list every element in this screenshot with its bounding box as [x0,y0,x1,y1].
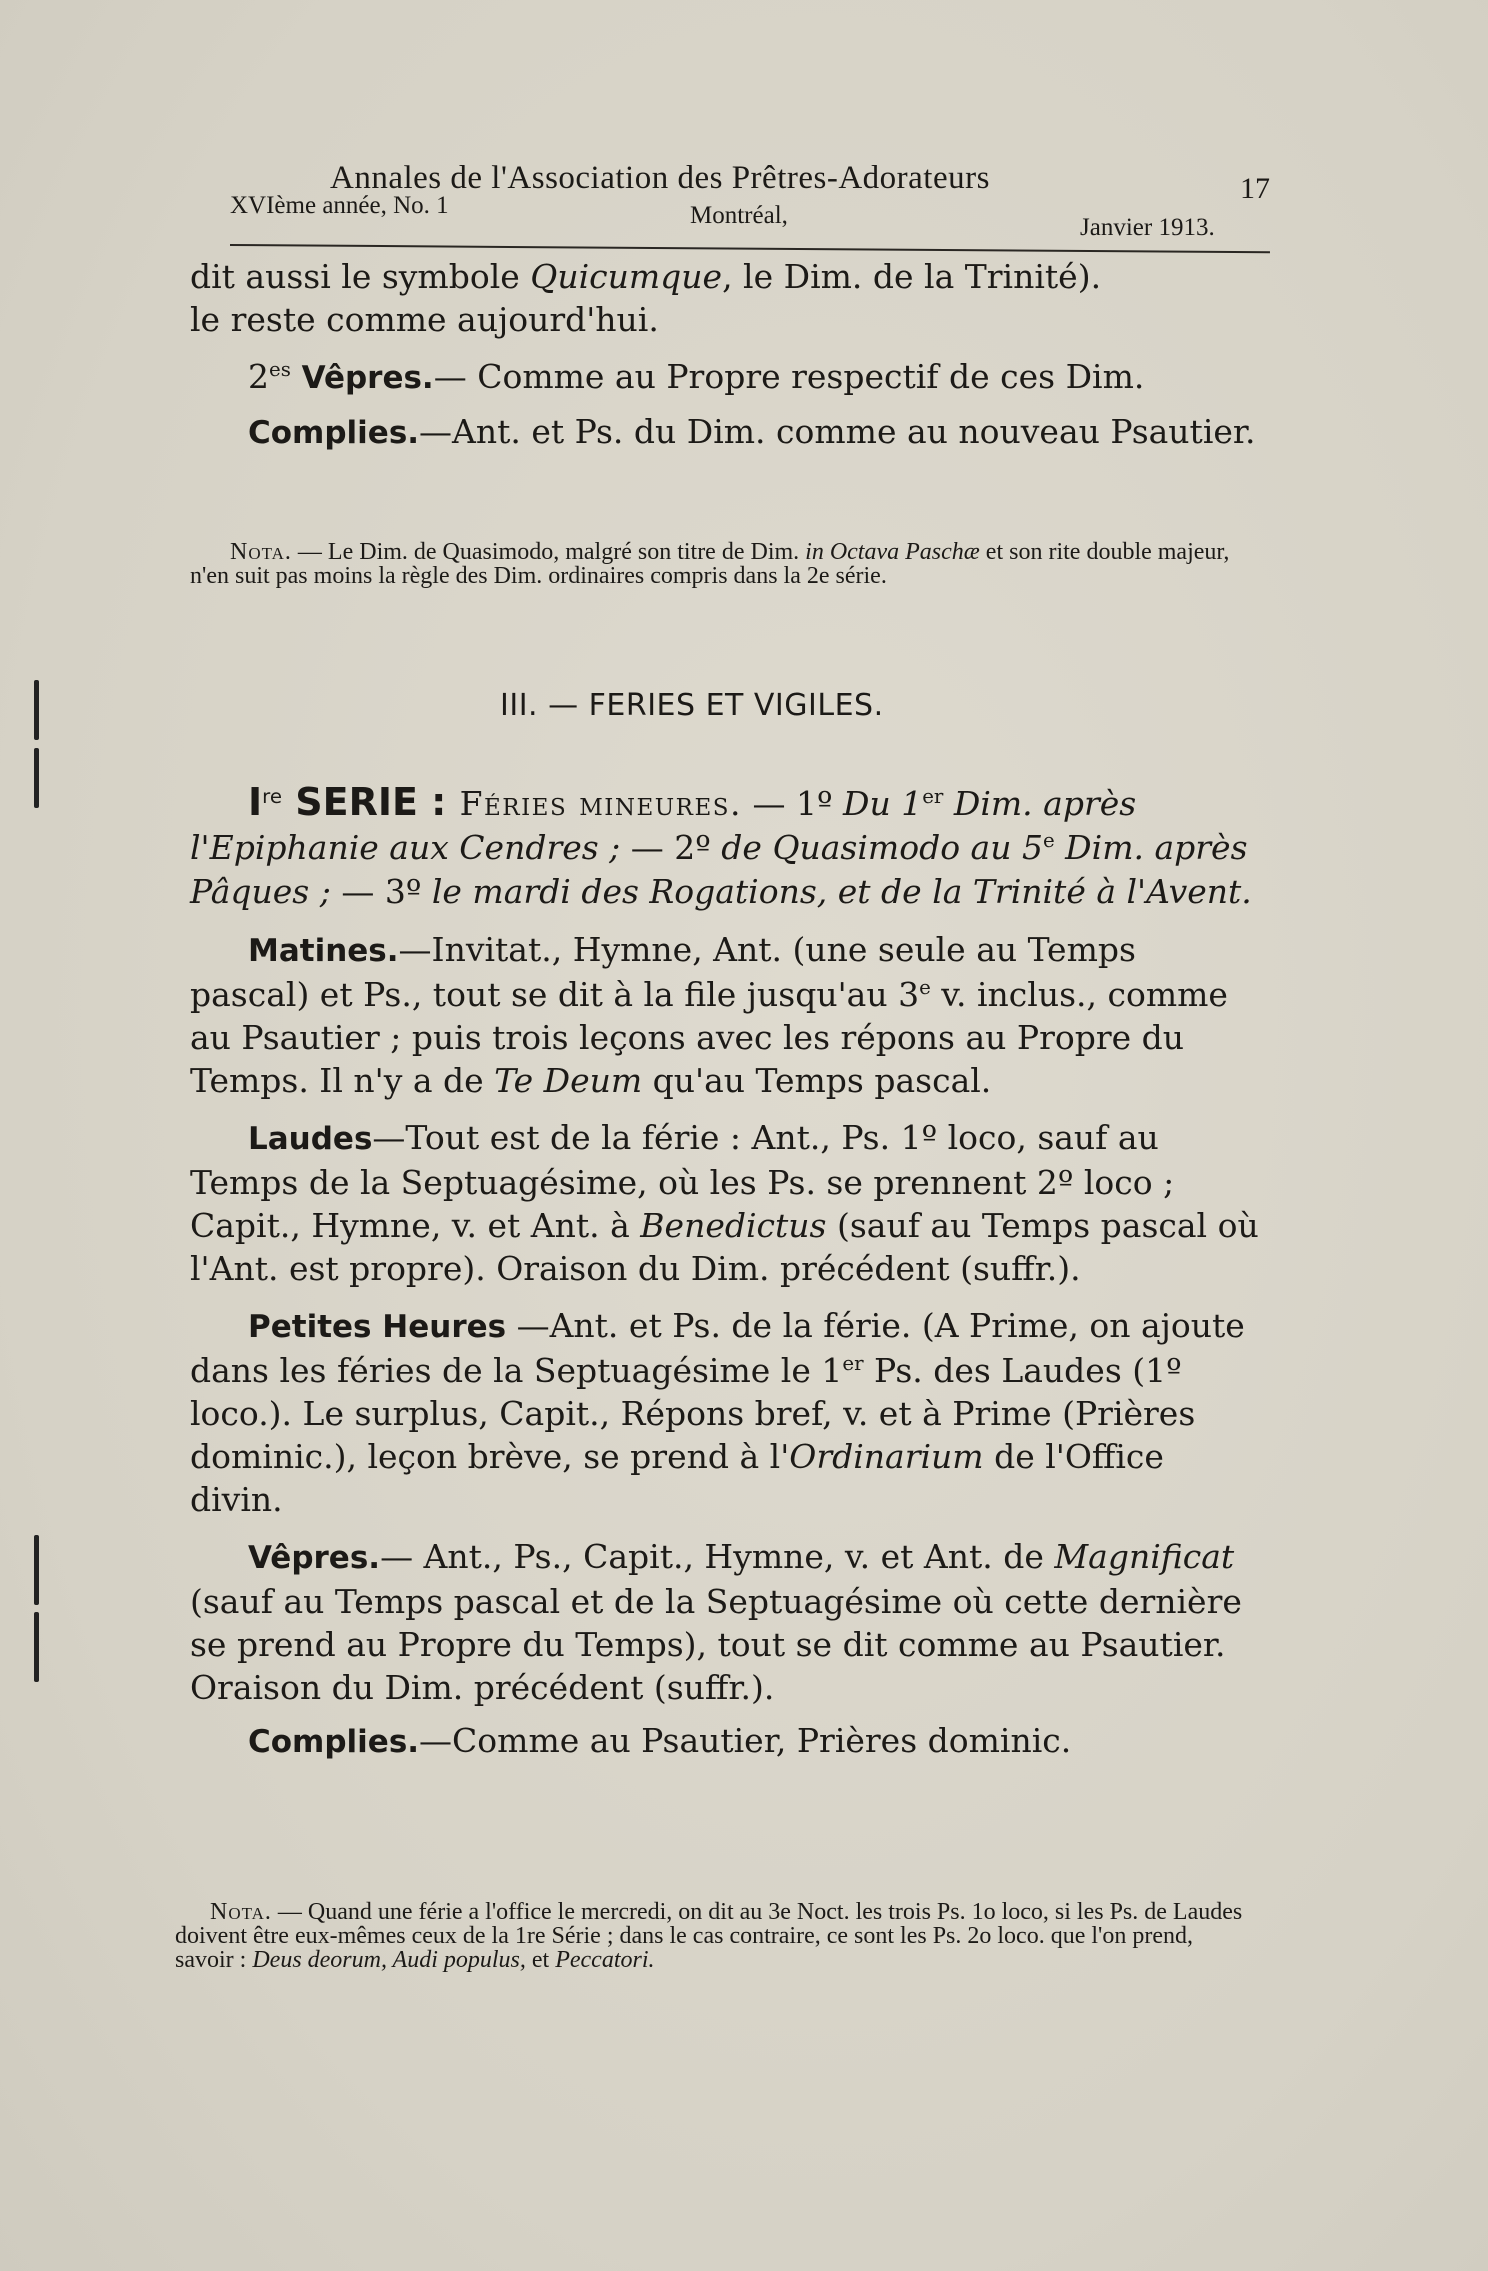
feries-section [190,780,1265,1764]
city: Montréal, [690,202,788,229]
petites-heures-paragraph: Petites Heures —Ant. et Ps. de la férie. (A Prime, on ajoute dans les féries de la Septuagésime le 1er Ps. des Laudes (1º loco.). Le surplus, Capit., Répons bref, v. et à Prime (Prières dominic.), leçon brève, se prend à l'Ordinarium de l'Office divin. [190,1306,1245,1519]
section-title: III. — FERIES ET VIGILES. [500,688,884,723]
header-rule [230,244,1270,253]
vepres-feries-paragraph: Vêpres.— Ant., Ps., Capit., Hymne, v. et Ant. de Magnificat (sauf au Temps pascal et de la Septuagésime où cette dernière se prend au Propre du Temps), tout se dit comme au Psautier. Oraison du Dim. précédent (suffr.). [190,1537,1242,1707]
binding-mark [34,1535,39,1605]
binding-mark [34,680,39,740]
issue-date: Janvier 1913. [1080,214,1215,241]
page-number: 17 [1240,172,1270,205]
complies-feries-paragraph: Complies.—Comme au Psautier, Prières dominic. [248,1721,1072,1760]
nota-ferie-mercredi: Nota. — Quand une férie a l'office le mercredi, on dit au 3e Noct. les trois Ps. 1o loco, si les Ps. de Laudes doivent être eux-mêmes ceux de la 1re Série ; dans le cas contraire, ce sont les Ps. 2o loco. que l'on prend, savoir : Deus deorum, Audi populus, et Peccatori. [175,1899,1243,1973]
laudes-paragraph: Laudes—Tout est de la férie : Ant., Ps. 1º loco, sauf au Temps de la Septuagésime, où les Ps. se prennent 2º loco ; Capit., Hymne, v. et Ant. à Benedictus (sauf au Temps pascal où l'Ant. est propre). Oraison du Dim. précédent (suffr.). [190,1118,1259,1288]
serie-paragraph: Ire SERIE : Féries mineures. — 1º Du 1er Dim. après l'Epiphanie aux Cendres ; — 2º de Quasimodo au 5e Dim. après Pâques ; — 3º le mardi des Rogations, et de la Trinité à l'Avent. [190,780,1252,911]
top-section [190,255,1270,455]
binding-mark [34,1612,39,1682]
journal-title: Annales de l'Association des Prêtres-Adorateurs [330,160,990,196]
nota-quasimodo: Nota. — Le Dim. de Quasimodo, malgré son titre de Dim. in Octava Paschæ et son rite double majeur, n'en suit pas moins la règle des Dim. ordinaires compris dans la 2e série. [190,539,1230,589]
binding-mark [34,748,39,808]
complies-paragraph: Complies.—Ant. et Ps. du Dim. comme au nouveau Psautier. [248,412,1256,451]
matines-paragraph: Matines.—Invitat., Hymne, Ant. (une seule au Temps pascal) et Ps., tout se dit à la file jusqu'au 3e v. inclus., comme au Psautier ; puis trois leçons avec les répons au Propre du Temps. Il n'y a de Te Deum qu'au Temps pascal. [190,930,1228,1100]
year-issue: XVIème année, No. 1 [230,192,449,219]
vepres-paragraph: $2^{es}$ Vêpres.— Comme au Propre respectif de ces Dim. [248,357,1145,396]
continuation-paragraph: dit aussi le symbole Quicumque, le Dim. de la Trinité). le reste comme aujourd'hui. [190,257,1102,339]
